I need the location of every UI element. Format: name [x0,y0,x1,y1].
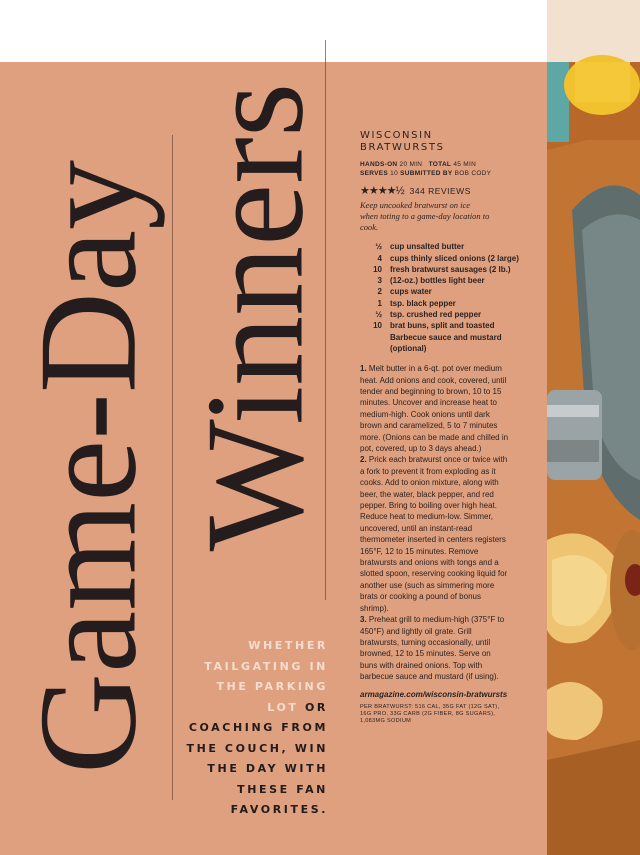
rating-row [360,186,540,197]
recipe-meta [360,161,540,178]
nutrition-info: PER BRATWURST: 516 CAL, 35G FAT (12G SAT), 16G PRO, 33G CARB (2G FIBER, 8G SUGARS), 1,083MG SODIUM [360,703,500,724]
tagline-line: LOT [267,700,299,714]
tagline-line: THESE FAN [237,782,328,796]
ingredient-item [368,309,540,320]
step-text: Melt butter in a 6-qt. pot over medium heat. Add onions and cook, covered, until tender and beginning to brown, 10 to 15 minutes. Uncover and increase heat to medium-high. Cook onions until dark brown and caramelized, 5 to 7 minutes more. (Onions can be made and chilled in pot, covered, up to 3 days ahead.) [360,364,509,454]
ingredient-qty [368,332,382,355]
star-rating-icon: ★★★★½ [360,185,404,197]
tagline-line: THE PARKING [216,680,328,693]
recipe-title-line: WISCONSIN [360,130,433,141]
recipe-steps [360,363,510,682]
ingredient-item [368,286,540,297]
ingredient-name: cups thinly sliced onions (2 large) [390,253,519,263]
tagline-line: THE COUCH, WIN [186,741,328,755]
ingredient-item [368,320,540,331]
tagline-line: OR [298,700,328,714]
ingredient-qty: 2 [377,287,382,297]
ingredient-qty: 1 [377,298,382,308]
ingredient-qty: ½ [375,309,382,319]
submitted-label: SUBMITTED BY [400,169,453,177]
recipe-url: armagazine.com/wisconsin-bratwursts [360,689,508,699]
top-margin [0,0,547,62]
serves-value: 10 [390,169,399,177]
step-number: 2. [360,455,367,465]
ingredient-qty: 4 [377,253,382,263]
tagline-line: TAILGATING IN [204,659,328,673]
step [360,454,510,614]
ingredient-name: cup unsalted butter [390,242,465,252]
step-text: Preheat grill to medium-high (375°F to 450°F) and lightly oil grate. Grill bratwursts, turning occasionally, until browned, 12 to 15 minutes. Serve on buns with drained onions. Top with barbecue sauce and mustard (if using). [360,615,505,682]
recipe-intro: Keep uncooked bratwurst on ice when toting to a game-day location to cook. [360,200,490,233]
ingredient-name: tsp. black pepper [390,298,456,308]
step [360,363,510,454]
serves-label: SERVES [360,169,389,177]
tagline-line: FAVORITES. [230,803,328,816]
ingredient-item [368,241,540,252]
recipe-card [360,130,540,725]
step-text: Prick each bratwurst once or twice with a fork to prevent it from exploding as it cooks. Add to onion mixture, along with beer, the water, black pepper, and red pepper. Bring to boiling over high heat. Reduce heat to medium-low. Simmer, uncovered, until an instant-read thermometer inserted in centers registers 165°F, 12 to 15 minutes. Remove bratwursts and onions with tongs and a slotted spoon, reserving cooking liquid for another use (such as simmering more brats or cooking a pound of bonus shrimp). [360,455,508,613]
review-count: 344 REVIEWS [409,186,471,196]
tagline-line: THE DAY WITH [207,762,328,775]
tagline [108,636,328,821]
ingredient-qty: 10 [373,321,382,331]
step-number: 1. [360,364,367,374]
ingredient-name: brat buns, split and toasted [390,321,495,331]
recipe-title [360,130,540,154]
hands-on-label: HANDS-ON [360,161,398,168]
ingredient-item [368,253,540,264]
total-value: 45 MIN [453,161,477,168]
ingredient-name: (12-oz.) bottles light beer [390,276,485,286]
tagline-line: COACHING FROM [188,721,328,734]
ingredient-qty: 10 [373,264,382,274]
food-photo [547,0,640,855]
recipe-title-line: BRATWURSTS [360,142,445,153]
ingredient-qty: ½ [375,242,382,252]
ingredient-name: tsp. crushed red pepper [390,309,482,319]
ingredient-name: cups water [390,287,432,297]
ingredient-name: fresh bratwurst sausages (2 lb.) [390,264,511,274]
ingredient-item [368,275,540,286]
step [360,614,510,682]
ingredient-item [368,264,540,275]
ingredient-item [368,298,540,309]
headline-winners: Winners [177,82,333,552]
ingredient-list [360,241,540,354]
hands-on-value: 20 MIN [399,161,423,168]
step-number: 3. [360,615,367,625]
headline-game-day: Game-Day [10,159,166,775]
ingredient-name: Barbecue sauce and mustard (optional) [390,332,502,353]
submitted-value: BOB CODY [454,169,492,177]
ingredient-item [368,332,540,355]
total-label: TOTAL [428,161,452,168]
ingredient-qty: 3 [377,276,382,286]
tagline-line: WHETHER [248,639,328,652]
